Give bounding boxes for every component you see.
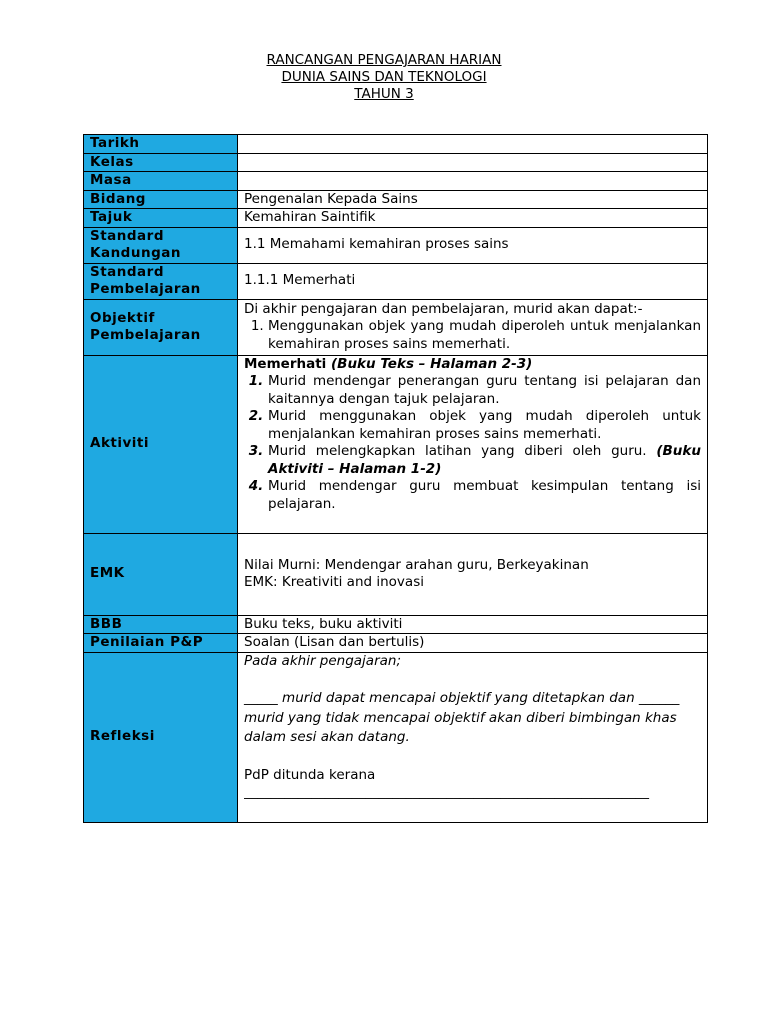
value-emk [238, 533, 708, 615]
row-masa [84, 172, 708, 191]
aktiviti-item: 1. Murid mendengar penerangan guru tentang isi pelajaran dan kaitannya dengan tajuk pelajaran. [268, 373, 701, 408]
document-title [0, 52, 768, 103]
label-tarikh: Tarikh [84, 135, 238, 154]
lesson-plan-table [83, 134, 708, 823]
row-kelas [84, 153, 708, 172]
aktiviti-item: 4. Murid mendengar guru membuat kesimpulan tentang isi pelajaran. [268, 478, 701, 513]
label-standard-pembelajaran-line2: Pembelajaran [90, 281, 201, 297]
aktiviti-item: 2. Murid menggunakan objek yang mudah diperoleh untuk menjalankan kemahiran proses sains memerhati. [268, 408, 701, 443]
label-objektif [84, 299, 238, 355]
refleksi-line3: PdP ditunda kerana [244, 766, 376, 783]
row-aktiviti [84, 355, 708, 533]
label-objektif-line2: Pembelajaran [90, 327, 201, 343]
label-tajuk: Tajuk [84, 209, 238, 228]
title-line-1: RANCANGAN PENGAJARAN HARIAN [266, 52, 502, 68]
label-objektif-line1: Objektif [90, 309, 155, 326]
row-standard-pembelajaran [84, 263, 708, 299]
value-standard-kandungan: 1.1 Memahami kemahiran proses sains [238, 227, 708, 263]
value-tarikh [238, 135, 708, 154]
refleksi-line4: ____________________________________________________________ [244, 784, 649, 800]
aktiviti-item-text: Murid melengkapkan latihan yang diberi oleh guru. [268, 443, 657, 459]
label-penilaian: Penilaian P&P [84, 634, 238, 653]
row-refleksi [84, 652, 708, 822]
value-objektif [238, 299, 708, 355]
label-standard-pembelajaran [84, 263, 238, 299]
row-standard-kandungan [84, 227, 708, 263]
value-refleksi [238, 652, 708, 822]
aktiviti-heading-ref: (Buku Teks – Halaman 2-3) [330, 355, 533, 372]
row-tajuk [84, 209, 708, 228]
row-penilaian [84, 634, 708, 653]
row-bbb [84, 615, 708, 634]
label-refleksi: Refleksi [84, 652, 238, 822]
value-masa [238, 172, 708, 191]
refleksi-line2: _____ murid dapat mencapai objektif yang ditetapkan dan ______ murid yang tidak mencapai objektif akan diberi bimbingan khas dalam sesi akan datang. [244, 690, 680, 745]
value-standard-pembelajaran: 1.1.1 Memerhati [238, 263, 708, 299]
row-bidang [84, 190, 708, 209]
objektif-list [244, 318, 701, 353]
label-standard-kandungan [84, 227, 238, 263]
label-masa: Masa [84, 172, 238, 191]
value-kelas [238, 153, 708, 172]
value-bbb: Buku teks, buku aktiviti [238, 615, 708, 634]
value-aktiviti [238, 355, 708, 533]
value-penilaian: Soalan (Lisan dan bertulis) [238, 634, 708, 653]
aktiviti-item [268, 443, 701, 478]
value-tajuk: Kemahiran Saintifik [238, 209, 708, 228]
label-kelas: Kelas [84, 153, 238, 172]
aktiviti-heading-text: Memerhati [244, 355, 331, 372]
row-emk [84, 533, 708, 615]
objektif-intro: Di akhir pengajaran dan pembelajaran, murid akan dapat:- [244, 300, 643, 317]
aktiviti-item-ref: (Buku Aktiviti – Halaman 1-2) [268, 443, 701, 477]
objektif-item: 1. Menggunakan objek yang mudah diperoleh untuk menjalankan kemahiran proses sains memerhati. [268, 318, 701, 353]
aktiviti-list [244, 373, 701, 513]
label-bidang: Bidang [84, 190, 238, 209]
emk-line1: Nilai Murni: Mendengar arahan guru, Berkeyakinan [244, 556, 589, 573]
label-standard-kandungan-line1: Standard [90, 227, 164, 244]
value-bidang: Pengenalan Kepada Sains [238, 190, 708, 209]
label-emk: EMK [84, 533, 238, 615]
row-tarikh [84, 135, 708, 154]
label-aktiviti: Aktiviti [84, 355, 238, 533]
refleksi-line1: Pada akhir pengajaran; [244, 652, 402, 669]
label-bbb: BBB [84, 615, 238, 634]
row-objektif [84, 299, 708, 355]
aktiviti-heading [244, 356, 701, 374]
label-standard-pembelajaran-line1: Standard [90, 263, 164, 280]
emk-line2: EMK: Kreativiti and inovasi [244, 574, 424, 590]
label-standard-kandungan-line2: Kandungan [90, 245, 181, 261]
title-line-2: DUNIA SAINS DAN TEKNOLOGI [281, 69, 487, 85]
title-line-3: TAHUN 3 [354, 86, 414, 102]
